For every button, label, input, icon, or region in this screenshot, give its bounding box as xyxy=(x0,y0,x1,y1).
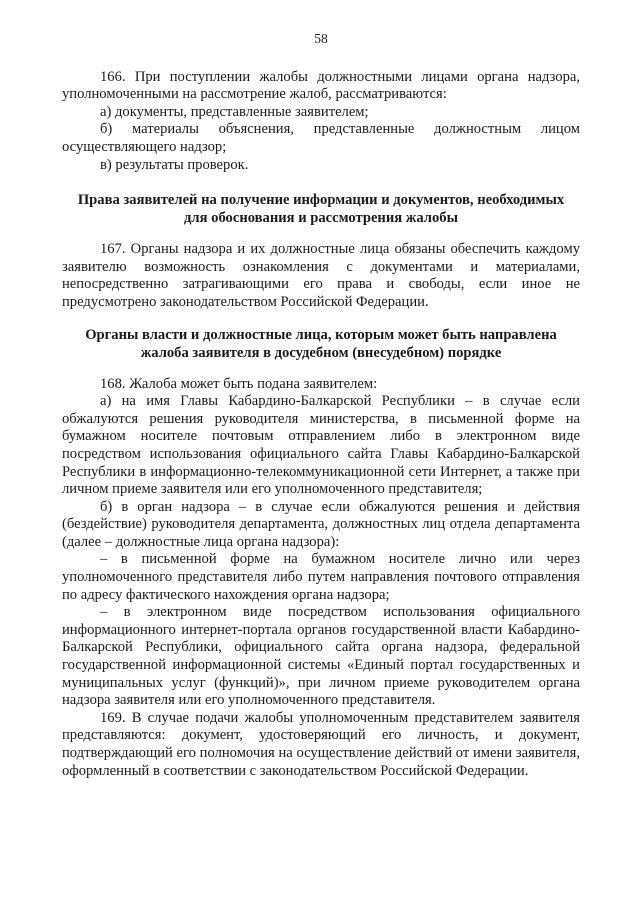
paragraph-167: 167. Органы надзора и их должностные лица обязаны обеспечить каждому заявителю возможность ознакомления с документами и материалами, непосредственно затрагивающими его права и свободы, если иное не предусмотрено законодательством Российской Федерации. xyxy=(62,241,580,310)
paragraph-168-b-1: – в письменной форме на бумажном носителе лично или через уполномоченного представителя либо путем направления почтового отправления по адресу фактического нахождения органа надзора; xyxy=(62,551,580,603)
paragraph-166-a: а) документы, представленные заявителем; xyxy=(100,103,369,120)
page-content xyxy=(62,30,580,780)
paragraph-169: 169. В случае подачи жалобы уполномоченным представителем заявителя представляются: документ, удостоверяющий его личность, и документ, подтверждающий его полномочия на осуществление действий от имени заявителя, оформленный в соответствии с законодательством Российской Федерации. xyxy=(62,709,580,779)
paragraph-166: 166. При поступлении жалобы должностными лицами органа надзора, уполномоченными на рассмотрение жалоб, рассматриваются: xyxy=(62,68,580,103)
section-heading-authorities: Органы власти и должностные лица, которым может быть направлена жалоба заявителя в досудебном (внесудебном) порядке xyxy=(85,326,557,361)
page-number: 58 xyxy=(314,31,328,46)
paragraph-166-b: б) материалы объяснения, представленные должностным лицом осуществляющего надзор; xyxy=(62,121,580,155)
paragraph-168: 168. Жалоба может быть подана заявителем: xyxy=(100,375,378,392)
paragraph-168-a: а) на имя Главы Кабардино-Балкарской Республики – в случае если обжалуются решения руководителя министерства, в письменной форме на бумажном носителе почтовым отправлением либо в электронном виде посредством использования официального сайта Главы Кабардино-Балкарской Республики в информационно-телекоммуникационной сети Интернет, а также при личном приеме заявителя или его уполномоченного представителя; xyxy=(62,393,580,498)
paragraph-166-c: в) результаты проверок. xyxy=(100,156,249,173)
paragraph-168-b-2: – в электронном виде посредством использования официального информационного интернет-портала органов государственной власти Кабардино-Балкарской Республики, официального сайта органа надзора, федеральной государственной информационной системы «Единый портал государственных и муниципальных услуг (функций)», при личном приеме руководителем органа надзора заявителя или его уполномоченного представителя. xyxy=(62,604,580,709)
paragraph-168-b: б) в орган надзора – в случае если обжалуются решения и действия (бездействие) руководителя департамента, должностных лиц отдела департамента (далее – должностные лица органа надзора): xyxy=(62,498,580,550)
section-heading-rights: Права заявителей на получение информации и документов, необходимых для обоснования и рассмотрения жалобы xyxy=(77,192,565,227)
